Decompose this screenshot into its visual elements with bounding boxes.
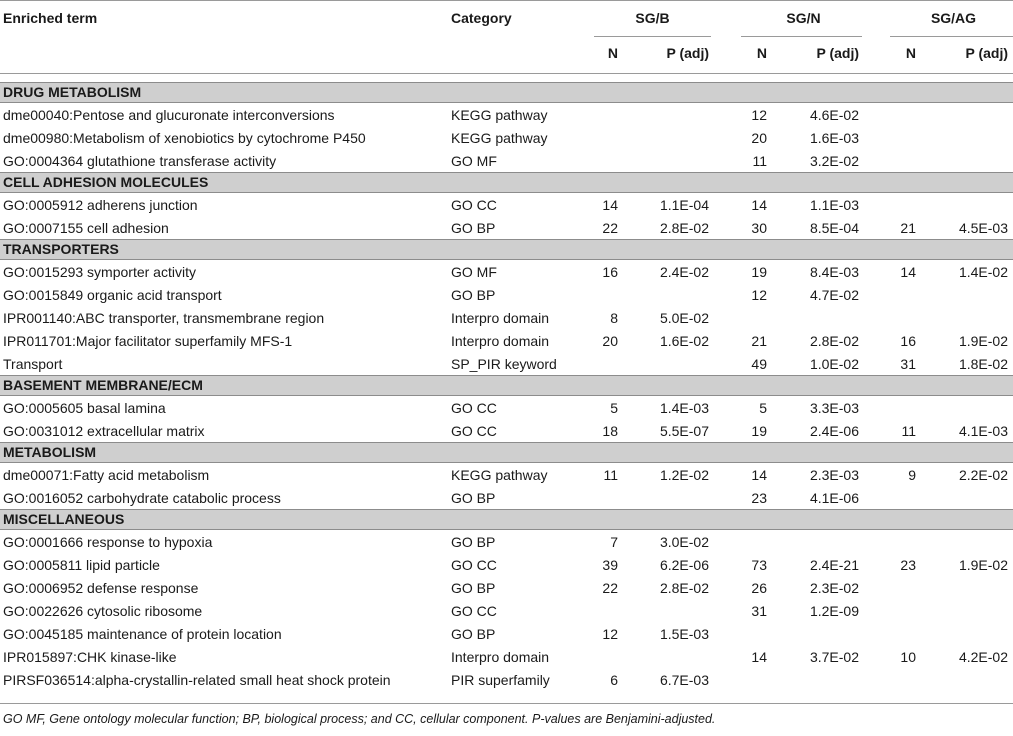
cell-term: GO:0022626 cytosolic ribosome bbox=[3, 603, 203, 619]
cell-p-sg-ag bbox=[919, 104, 1008, 127]
cell-category: GO CC bbox=[451, 557, 497, 573]
section-title: MISCELLANEOUS bbox=[3, 511, 125, 527]
section-header bbox=[0, 375, 1013, 396]
cell-n-sg-n: 19 bbox=[751, 264, 767, 280]
cell-p-sg-n bbox=[770, 669, 859, 692]
cell-term: GO:0005912 adherens junction bbox=[3, 197, 198, 213]
cell-p-sg-ag: 1.9E-02 bbox=[958, 333, 1008, 349]
group-rule-sg-ag bbox=[890, 36, 1013, 37]
cell-p-sg-b bbox=[620, 104, 709, 127]
cell-category: GO BP bbox=[451, 490, 496, 506]
cell-n-sg-b: 11 bbox=[603, 467, 618, 483]
cell-p-sg-b bbox=[620, 646, 709, 669]
cell-n-sg-ag bbox=[878, 397, 916, 420]
cell-n-sg-ag bbox=[878, 600, 916, 623]
table-row bbox=[0, 669, 1013, 692]
cell-n-sg-ag bbox=[878, 669, 916, 692]
cell-term: GO:0015293 symporter activity bbox=[3, 264, 196, 280]
cell-n-sg-b bbox=[580, 646, 618, 669]
section-title: CELL ADHESION MOLECULES bbox=[3, 174, 209, 190]
cell-p-sg-n bbox=[770, 307, 859, 330]
cell-n-sg-n: 12 bbox=[751, 107, 767, 123]
cell-n-sg-b: 14 bbox=[602, 197, 618, 213]
cell-n-sg-n: 31 bbox=[751, 603, 767, 619]
cell-p-sg-b: 2.8E-02 bbox=[659, 580, 709, 596]
cell-p-sg-b bbox=[620, 353, 709, 376]
cell-category: Interpro domain bbox=[451, 310, 550, 326]
table-row bbox=[0, 420, 1013, 443]
cell-p-sg-ag bbox=[919, 487, 1008, 510]
cell-category: GO MF bbox=[451, 264, 497, 280]
cell-term: GO:0005605 basal lamina bbox=[3, 400, 166, 416]
cell-p-sg-ag: 4.2E-02 bbox=[958, 649, 1008, 665]
header-p-sg-b: P (adj) bbox=[666, 45, 709, 61]
cell-p-sg-ag bbox=[919, 600, 1008, 623]
table-row bbox=[0, 284, 1013, 307]
cell-p-sg-ag bbox=[919, 127, 1008, 150]
cell-p-sg-ag: 2.2E-02 bbox=[958, 467, 1008, 483]
cell-n-sg-n: 26 bbox=[751, 580, 767, 596]
cell-n-sg-b: 20 bbox=[602, 333, 618, 349]
cell-n-sg-b: 12 bbox=[602, 626, 618, 642]
cell-n-sg-n: 12 bbox=[751, 287, 767, 303]
cell-n-sg-b: 39 bbox=[602, 557, 618, 573]
cell-term: Transport bbox=[3, 356, 63, 372]
cell-n-sg-b: 22 bbox=[602, 220, 618, 236]
group-rule-sg-n bbox=[741, 36, 862, 37]
header-group-sg-n: SG/N bbox=[786, 10, 821, 26]
header-row-subcolumns bbox=[0, 42, 1013, 65]
section-title: DRUG METABOLISM bbox=[3, 84, 142, 100]
cell-category: GO BP bbox=[451, 287, 496, 303]
cell-p-sg-ag: 1.9E-02 bbox=[958, 557, 1008, 573]
cell-term: IPR001140:ABC transporter, transmembrane region bbox=[3, 310, 325, 326]
cell-p-sg-b: 6.2E-06 bbox=[659, 557, 709, 573]
cell-category: GO CC bbox=[451, 603, 497, 619]
cell-p-sg-n: 2.3E-02 bbox=[809, 580, 859, 596]
cell-p-sg-b: 1.5E-03 bbox=[659, 626, 709, 642]
cell-p-sg-n: 1.0E-02 bbox=[809, 356, 859, 372]
header-n-sg-b: N bbox=[607, 45, 618, 61]
cell-term: IPR015897:CHK kinase-like bbox=[3, 649, 177, 665]
cell-category: GO CC bbox=[451, 400, 497, 416]
cell-n-sg-ag bbox=[878, 194, 916, 217]
cell-p-sg-b: 1.2E-02 bbox=[659, 467, 709, 483]
cell-p-sg-n: 4.6E-02 bbox=[809, 107, 859, 123]
cell-term: GO:0004364 glutathione transferase activity bbox=[3, 153, 277, 169]
header-bottom-rule bbox=[0, 73, 1013, 74]
cell-p-sg-n: 2.8E-02 bbox=[809, 333, 859, 349]
table-row bbox=[0, 397, 1013, 420]
cell-p-sg-b: 6.7E-03 bbox=[659, 672, 709, 688]
header-group-sg-b: SG/B bbox=[635, 10, 670, 26]
cell-p-sg-b: 1.4E-03 bbox=[659, 400, 709, 416]
cell-p-sg-b bbox=[620, 127, 709, 150]
table-row bbox=[0, 194, 1013, 217]
section-title: BASEMENT MEMBRANE/ECM bbox=[3, 377, 203, 393]
header-category: Category bbox=[451, 10, 512, 26]
cell-n-sg-b bbox=[580, 353, 618, 376]
section-header bbox=[0, 442, 1013, 463]
cell-p-sg-n: 8.4E-03 bbox=[809, 264, 859, 280]
cell-category: KEGG pathway bbox=[451, 467, 548, 483]
cell-p-sg-ag: 1.4E-02 bbox=[958, 264, 1008, 280]
cell-n-sg-n: 11 bbox=[752, 153, 767, 169]
cell-p-sg-n: 2.3E-03 bbox=[809, 467, 859, 483]
cell-category: GO CC bbox=[451, 423, 497, 439]
cell-n-sg-b: 16 bbox=[602, 264, 618, 280]
cell-p-sg-b: 3.0E-02 bbox=[659, 534, 709, 550]
table-row bbox=[0, 217, 1013, 240]
cell-n-sg-b: 22 bbox=[602, 580, 618, 596]
cell-p-sg-ag bbox=[919, 284, 1008, 307]
cell-p-sg-b bbox=[620, 150, 709, 173]
cell-n-sg-b bbox=[580, 284, 618, 307]
cell-n-sg-n: 23 bbox=[751, 490, 767, 506]
cell-n-sg-b bbox=[580, 487, 618, 510]
cell-n-sg-ag: 11 bbox=[901, 423, 916, 439]
table-row bbox=[0, 307, 1013, 330]
cell-n-sg-b: 8 bbox=[610, 310, 618, 326]
cell-category: GO MF bbox=[451, 153, 497, 169]
cell-p-sg-b: 5.5E-07 bbox=[659, 423, 709, 439]
cell-term: dme00071:Fatty acid metabolism bbox=[3, 467, 210, 483]
group-rule-sg-b bbox=[594, 36, 711, 37]
cell-category: Interpro domain bbox=[451, 649, 550, 665]
table-row bbox=[0, 487, 1013, 510]
top-rule bbox=[0, 0, 1013, 1]
cell-p-sg-b: 2.8E-02 bbox=[659, 220, 709, 236]
cell-p-sg-ag bbox=[919, 194, 1008, 217]
cell-p-sg-n: 1.1E-03 bbox=[809, 197, 859, 213]
table-row bbox=[0, 261, 1013, 284]
cell-p-sg-b bbox=[620, 600, 709, 623]
cell-n-sg-b: 5 bbox=[610, 400, 618, 416]
header-n-sg-ag: N bbox=[905, 45, 916, 61]
header-p-sg-ag: P (adj) bbox=[965, 45, 1008, 61]
cell-n-sg-ag bbox=[878, 104, 916, 127]
cell-n-sg-b bbox=[580, 104, 618, 127]
cell-category: KEGG pathway bbox=[451, 130, 548, 146]
cell-n-sg-ag: 16 bbox=[900, 333, 916, 349]
cell-n-sg-ag bbox=[878, 577, 916, 600]
cell-category: KEGG pathway bbox=[451, 107, 548, 123]
cell-term: PIRSF036514:alpha-crystallin-related small heat shock protein bbox=[3, 672, 391, 688]
cell-p-sg-b: 1.6E-02 bbox=[659, 333, 709, 349]
cell-p-sg-n: 3.3E-03 bbox=[809, 400, 859, 416]
section-header bbox=[0, 239, 1013, 260]
cell-n-sg-n: 14 bbox=[751, 467, 767, 483]
table-row bbox=[0, 646, 1013, 669]
cell-term: GO:0031012 extracellular matrix bbox=[3, 423, 205, 439]
cell-term: IPR011701:Major facilitator superfamily MFS-1 bbox=[3, 333, 293, 349]
cell-p-sg-b bbox=[620, 284, 709, 307]
cell-n-sg-ag bbox=[878, 623, 916, 646]
cell-n-sg-ag: 21 bbox=[900, 220, 916, 236]
section-title: TRANSPORTERS bbox=[3, 241, 119, 257]
table-row bbox=[0, 127, 1013, 150]
cell-p-sg-n bbox=[770, 623, 859, 646]
cell-p-sg-ag bbox=[919, 577, 1008, 600]
cell-term: GO:0005811 lipid particle bbox=[3, 557, 160, 573]
cell-category: GO CC bbox=[451, 197, 497, 213]
cell-p-sg-b: 5.0E-02 bbox=[659, 310, 709, 326]
cell-p-sg-ag: 4.1E-03 bbox=[958, 423, 1008, 439]
table-row bbox=[0, 464, 1013, 487]
cell-n-sg-b bbox=[580, 127, 618, 150]
cell-n-sg-ag bbox=[878, 150, 916, 173]
section-header bbox=[0, 172, 1013, 193]
cell-p-sg-ag: 1.8E-02 bbox=[958, 356, 1008, 372]
cell-category: GO BP bbox=[451, 580, 496, 596]
table-row bbox=[0, 577, 1013, 600]
section-title: METABOLISM bbox=[3, 444, 97, 460]
cell-n-sg-ag bbox=[878, 307, 916, 330]
cell-n-sg-ag bbox=[878, 284, 916, 307]
cell-p-sg-n: 8.5E-04 bbox=[809, 220, 859, 236]
cell-p-sg-ag bbox=[919, 150, 1008, 173]
table-row bbox=[0, 330, 1013, 353]
cell-term: GO:0007155 cell adhesion bbox=[3, 220, 169, 236]
header-n-sg-n: N bbox=[756, 45, 767, 61]
cell-p-sg-ag bbox=[919, 623, 1008, 646]
cell-n-sg-b: 6 bbox=[610, 672, 618, 688]
cell-n-sg-ag bbox=[878, 487, 916, 510]
cell-p-sg-ag bbox=[919, 669, 1008, 692]
cell-category: GO BP bbox=[451, 534, 496, 550]
cell-n-sg-b bbox=[580, 150, 618, 173]
header-group-sg-ag: SG/AG bbox=[930, 10, 977, 26]
cell-n-sg-ag: 10 bbox=[900, 649, 916, 665]
cell-n-sg-n: 21 bbox=[751, 333, 767, 349]
bottom-rule bbox=[0, 703, 1013, 704]
cell-p-sg-n: 2.4E-21 bbox=[809, 557, 859, 573]
cell-n-sg-ag: 14 bbox=[900, 264, 916, 280]
cell-n-sg-ag: 23 bbox=[900, 557, 916, 573]
cell-p-sg-ag: 4.5E-03 bbox=[958, 220, 1008, 236]
cell-p-sg-n: 4.1E-06 bbox=[809, 490, 859, 506]
cell-p-sg-ag bbox=[919, 307, 1008, 330]
cell-n-sg-n bbox=[729, 531, 767, 554]
cell-category: GO BP bbox=[451, 220, 496, 236]
cell-n-sg-n: 49 bbox=[751, 356, 767, 372]
cell-term: dme00980:Metabolism of xenobiotics by cytochrome P450 bbox=[3, 130, 366, 146]
cell-n-sg-b: 7 bbox=[610, 534, 618, 550]
cell-p-sg-b bbox=[620, 487, 709, 510]
cell-n-sg-n: 19 bbox=[751, 423, 767, 439]
section-header bbox=[0, 509, 1013, 530]
cell-category: PIR superfamily bbox=[451, 672, 550, 688]
cell-n-sg-n: 20 bbox=[751, 130, 767, 146]
cell-n-sg-ag: 9 bbox=[908, 467, 916, 483]
header-row-groups bbox=[0, 7, 1013, 30]
header-enriched-term: Enriched term bbox=[3, 10, 98, 26]
cell-p-sg-n: 4.7E-02 bbox=[809, 287, 859, 303]
table-footnote: GO MF, Gene ontology molecular function; BP, biological process; and CC, cellular component. P-values are Benjamini-adjusted. bbox=[3, 712, 716, 726]
cell-n-sg-n bbox=[729, 307, 767, 330]
cell-n-sg-n: 73 bbox=[751, 557, 767, 573]
table-row bbox=[0, 623, 1013, 646]
cell-category: GO BP bbox=[451, 626, 496, 642]
table-row bbox=[0, 554, 1013, 577]
cell-n-sg-ag: 31 bbox=[900, 356, 916, 372]
table-row bbox=[0, 531, 1013, 554]
cell-n-sg-n: 5 bbox=[759, 400, 767, 416]
cell-p-sg-n: 1.2E-09 bbox=[809, 603, 859, 619]
cell-category: Interpro domain bbox=[451, 333, 550, 349]
cell-n-sg-b bbox=[580, 600, 618, 623]
cell-n-sg-b: 18 bbox=[602, 423, 618, 439]
cell-p-sg-n bbox=[770, 531, 859, 554]
table-row bbox=[0, 104, 1013, 127]
cell-p-sg-b: 1.1E-04 bbox=[659, 197, 709, 213]
cell-term: GO:0001666 response to hypoxia bbox=[3, 534, 213, 550]
cell-n-sg-n: 14 bbox=[751, 197, 767, 213]
cell-n-sg-n bbox=[729, 669, 767, 692]
table-row bbox=[0, 353, 1013, 376]
cell-n-sg-ag bbox=[878, 531, 916, 554]
cell-p-sg-ag bbox=[919, 531, 1008, 554]
table-row bbox=[0, 600, 1013, 623]
cell-p-sg-ag bbox=[919, 397, 1008, 420]
cell-p-sg-n: 2.4E-06 bbox=[809, 423, 859, 439]
cell-p-sg-n: 3.2E-02 bbox=[809, 153, 859, 169]
cell-n-sg-n: 30 bbox=[751, 220, 767, 236]
cell-term: GO:0015849 organic acid transport bbox=[3, 287, 222, 303]
section-header bbox=[0, 82, 1013, 103]
cell-p-sg-n: 1.6E-03 bbox=[809, 130, 859, 146]
cell-term: GO:0006952 defense response bbox=[3, 580, 199, 596]
header-p-sg-n: P (adj) bbox=[816, 45, 859, 61]
table-row bbox=[0, 150, 1013, 173]
cell-term: dme00040:Pentose and glucuronate interconversions bbox=[3, 107, 335, 123]
cell-n-sg-n: 14 bbox=[751, 649, 767, 665]
cell-n-sg-ag bbox=[878, 127, 916, 150]
cell-p-sg-n: 3.7E-02 bbox=[809, 649, 859, 665]
cell-p-sg-b: 2.4E-02 bbox=[659, 264, 709, 280]
cell-n-sg-n bbox=[729, 623, 767, 646]
cell-term: GO:0016052 carbohydrate catabolic process bbox=[3, 490, 281, 506]
cell-category: SP_PIR keyword bbox=[451, 356, 557, 372]
cell-term: GO:0045185 maintenance of protein location bbox=[3, 626, 282, 642]
